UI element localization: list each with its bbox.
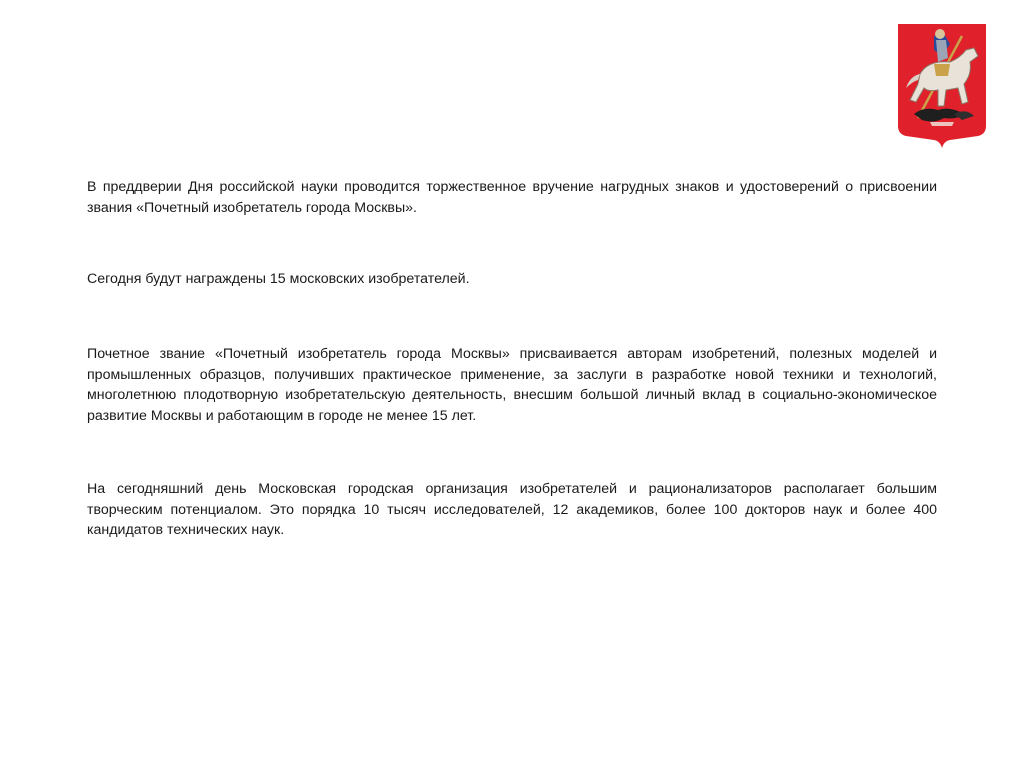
paragraph-intro: В преддверии Дня российской науки проводится торжественное вручение нагрудных знаков и удостоверений о присвоении звания «Почетный изобретатель города Москвы». (87, 179, 937, 216)
paragraph-title-criteria: Почетное звание «Почетный изобретатель города Москвы» присваивается авторам изобретений, полезных моделей и промышленных образцов, получивших практическое применение, за заслуги в разработке новой техники и технологий, многолетнюю плодотворную изобретательскую деятельность, внесшим большой личный вклад в социально-экономическое развитие Москвы и работающим в городе не менее 15 лет. (87, 346, 937, 424)
paragraph-organization: На сегодняшний день Московская городская организация изобретателей и рационализаторов располагает большим творческим потенциалом. Это порядка 10 тысяч исследователей, 12 академиков, более 100 докторов наук и более 400 кандидатов технических наук. (87, 481, 937, 539)
moscow-coat-of-arms-icon (894, 22, 990, 150)
paragraph-awardees: Сегодня будут награждены 15 московских изобретателей. (87, 271, 470, 287)
